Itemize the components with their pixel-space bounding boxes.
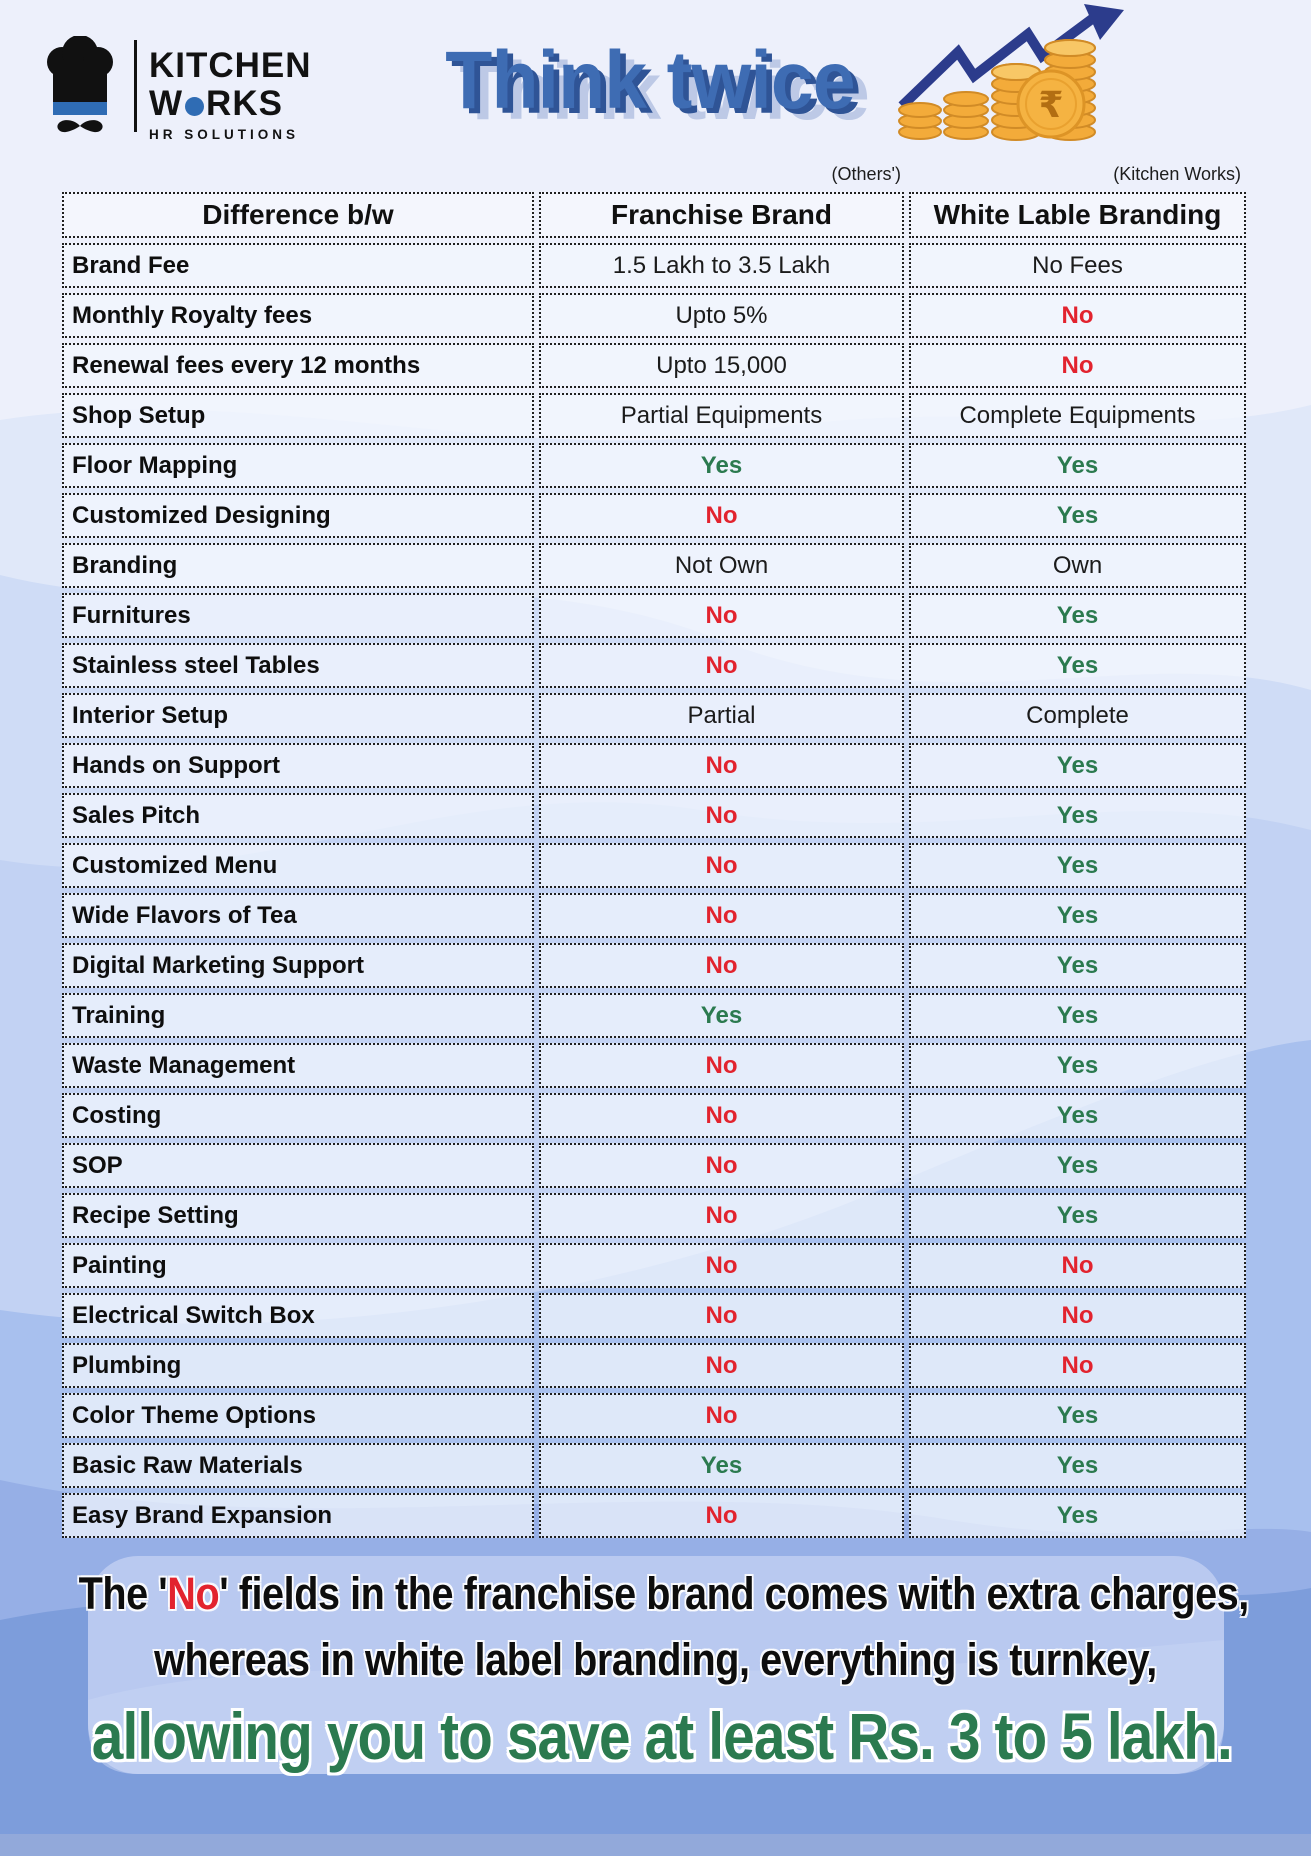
franchise-value: No	[539, 843, 904, 888]
page-title: Think twice	[445, 35, 855, 126]
comparison-table	[62, 192, 1246, 1543]
white-label-value: No Fees	[909, 243, 1246, 288]
white-label-value: Yes	[909, 493, 1246, 538]
white-label-column-annotation: (Kitchen Works)	[1113, 164, 1241, 184]
white-label-value: Yes	[909, 1043, 1246, 1088]
row-label: Branding	[62, 543, 534, 588]
row-label: Renewal fees every 12 months	[62, 343, 534, 388]
franchise-value: Yes	[539, 443, 904, 488]
franchise-value: 1.5 Lakh to 3.5 Lakh	[539, 243, 904, 288]
white-label-value: Yes	[909, 943, 1246, 988]
white-label-value: Own	[909, 543, 1246, 588]
white-label-value: Yes	[909, 993, 1246, 1038]
logo-tagline: HR SOLUTIONS	[149, 127, 300, 142]
franchise-value: No	[539, 643, 904, 688]
row-label: Waste Management	[62, 1043, 534, 1088]
row-label: Costing	[62, 1093, 534, 1138]
row-label: Training	[62, 993, 534, 1038]
white-label-value: Complete	[909, 693, 1246, 738]
franchise-value: No	[539, 1193, 904, 1238]
table-row	[62, 243, 1246, 288]
franchise-value: No	[539, 893, 904, 938]
table-row	[62, 293, 1246, 338]
franchise-value: No	[539, 1143, 904, 1188]
franchise-value: Yes	[539, 993, 904, 1038]
table-row	[62, 1393, 1246, 1438]
table-row	[62, 1043, 1246, 1088]
row-label: Stainless steel Tables	[62, 643, 534, 688]
white-label-value: Yes	[909, 793, 1246, 838]
white-label-value: Yes	[909, 1143, 1246, 1188]
franchise-value: No	[539, 1043, 904, 1088]
table-row	[62, 593, 1246, 638]
franchise-value: Not Own	[539, 543, 904, 588]
svg-text:₹: ₹	[1038, 85, 1064, 126]
row-label: Hands on Support	[62, 743, 534, 788]
table-row	[62, 943, 1246, 988]
table-row	[62, 843, 1246, 888]
table-row	[62, 1493, 1246, 1538]
brand-word-kitchen: KITCHEN	[149, 46, 312, 85]
blue-dot-icon	[185, 97, 204, 116]
table-row	[62, 693, 1246, 738]
table-row	[62, 993, 1246, 1038]
white-label-value: Yes	[909, 643, 1246, 688]
franchise-value: No	[539, 593, 904, 638]
row-label: Painting	[62, 1243, 534, 1288]
table-row	[62, 1193, 1246, 1238]
footer-line-2: whereas in white label branding, everything is turnkey,	[154, 1634, 1157, 1685]
row-label: Monthly Royalty fees	[62, 293, 534, 338]
header-white-label-branding: White Lable Branding	[909, 192, 1246, 238]
table-row	[62, 493, 1246, 538]
table-header-row	[62, 192, 1246, 238]
franchise-value: Yes	[539, 1443, 904, 1488]
franchise-value: Partial	[539, 693, 904, 738]
franchise-value: No	[539, 1093, 904, 1138]
row-label: Easy Brand Expansion	[62, 1493, 534, 1538]
white-label-value: Yes	[909, 1493, 1246, 1538]
row-label: Interior Setup	[62, 693, 534, 738]
table-row	[62, 343, 1246, 388]
table-row	[62, 443, 1246, 488]
table-row	[62, 1443, 1246, 1488]
franchise-value: No	[539, 793, 904, 838]
row-label: Plumbing	[62, 1343, 534, 1388]
franchise-value: No	[539, 943, 904, 988]
table-row	[62, 1293, 1246, 1338]
table-row	[62, 543, 1246, 588]
brand-word-works: W RKS	[149, 84, 283, 123]
row-label: Electrical Switch Box	[62, 1293, 534, 1338]
white-label-value: No	[909, 1243, 1246, 1288]
row-label: Customized Designing	[62, 493, 534, 538]
white-label-value: No	[909, 343, 1246, 388]
row-label: Customized Menu	[62, 843, 534, 888]
franchise-value: No	[539, 1343, 904, 1388]
franchise-value: Partial Equipments	[539, 393, 904, 438]
table-row	[62, 643, 1246, 688]
row-label: Furnitures	[62, 593, 534, 638]
table-row	[62, 893, 1246, 938]
row-label: Digital Marketing Support	[62, 943, 534, 988]
franchise-column-annotation: (Others')	[831, 164, 901, 184]
white-label-value: Yes	[909, 443, 1246, 488]
table-row	[62, 743, 1246, 788]
footer-line-1: The 'No' fields in the franchise brand comes with extra charges,	[78, 1568, 1249, 1619]
white-label-value: Yes	[909, 593, 1246, 638]
white-label-value: Yes	[909, 1393, 1246, 1438]
white-label-value: No	[909, 1293, 1246, 1338]
row-label: Sales Pitch	[62, 793, 534, 838]
table-row	[62, 1093, 1246, 1138]
white-label-value: Yes	[909, 1193, 1246, 1238]
row-label: Wide Flavors of Tea	[62, 893, 534, 938]
table-row	[62, 1243, 1246, 1288]
franchise-value: Upto 5%	[539, 293, 904, 338]
franchise-value: No	[539, 1493, 904, 1538]
table-body	[62, 243, 1246, 1538]
header-difference: Difference b/w	[62, 192, 534, 238]
franchise-value: No	[539, 1243, 904, 1288]
chef-hat-mustache-icon	[40, 36, 120, 140]
footer-summary	[0, 1560, 1311, 1774]
logo-text	[149, 36, 312, 142]
white-label-value: Yes	[909, 893, 1246, 938]
franchise-value: No	[539, 493, 904, 538]
table-row	[62, 793, 1246, 838]
table-row	[62, 1143, 1246, 1188]
table-row	[62, 1343, 1246, 1388]
white-label-value: Yes	[909, 843, 1246, 888]
franchise-value: No	[539, 1293, 904, 1338]
franchise-value: No	[539, 1393, 904, 1438]
row-label: Shop Setup	[62, 393, 534, 438]
white-label-value: Yes	[909, 1443, 1246, 1488]
row-label: Color Theme Options	[62, 1393, 534, 1438]
kitchen-works-logo	[40, 36, 312, 142]
row-label: Basic Raw Materials	[62, 1443, 534, 1488]
white-label-value: Complete Equipments	[909, 393, 1246, 438]
white-label-value: No	[909, 293, 1246, 338]
white-label-value: No	[909, 1343, 1246, 1388]
row-label: SOP	[62, 1143, 534, 1188]
footer-savings-line: allowing you to save at least Rs. 3 to 5 lakh.	[91, 1699, 1232, 1773]
logo-divider	[134, 40, 137, 132]
row-label: Brand Fee	[62, 243, 534, 288]
franchise-value: No	[539, 743, 904, 788]
footer-no-highlight: No	[167, 1568, 220, 1619]
white-label-value: Yes	[909, 743, 1246, 788]
white-label-value: Yes	[909, 1093, 1246, 1138]
franchise-value: Upto 15,000	[539, 343, 904, 388]
header-franchise-brand: Franchise Brand	[539, 192, 904, 238]
table-row	[62, 393, 1246, 438]
row-label: Floor Mapping	[62, 443, 534, 488]
coins-growth-arrow-icon	[888, 4, 1144, 144]
row-label: Recipe Setting	[62, 1193, 534, 1238]
